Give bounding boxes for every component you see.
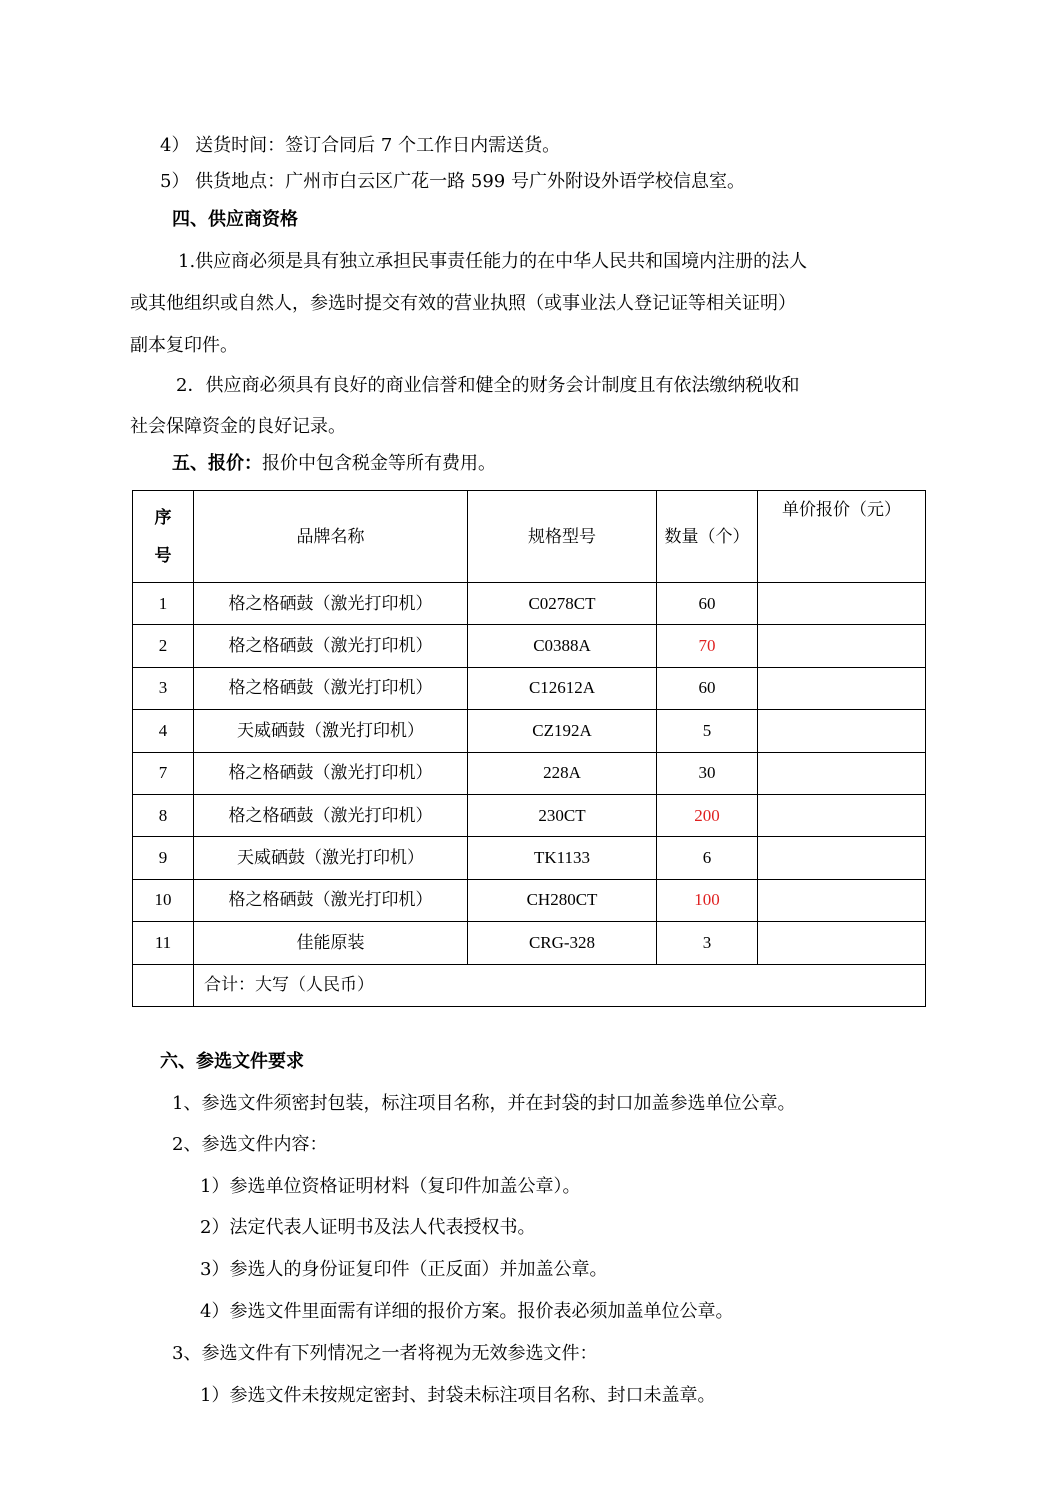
price-cell: [758, 710, 926, 752]
brand-cell: 天威硒鼓（激光打印机）: [194, 710, 468, 752]
price-cell: [758, 879, 926, 921]
header-model: 规格型号: [468, 491, 657, 583]
price-cell: [758, 922, 926, 964]
table-row: [133, 837, 926, 879]
model-cell: C0388A: [468, 625, 657, 667]
requirement-2-4: 4）参选文件里面需有详细的报价方案。报价表必须加盖单位公章。: [200, 1301, 734, 1322]
brand-cell: 格之格硒鼓（激光打印机）: [194, 667, 468, 709]
model-cell: C0278CT: [468, 583, 657, 625]
model-cell: TK1133: [468, 837, 657, 879]
qty-cell: 100: [657, 879, 758, 921]
model-cell: C12612A: [468, 667, 657, 709]
total-label: 合计：大写（人民币）: [194, 964, 926, 1006]
qualification-1-line-2: 或其他组织或自然人，参选时提交有效的营业执照（或事业法人登记证等相关证明）: [130, 293, 796, 314]
qty-cell: 5: [657, 710, 758, 752]
seq-cell: 9: [133, 837, 194, 879]
header-seq: 序号: [133, 491, 194, 583]
qty-cell: 30: [657, 752, 758, 794]
section-4-heading: 四、供应商资格: [172, 209, 298, 230]
qualification-2-line-1: 2．供应商必须具有良好的商业信誉和健全的财务会计制度且有依法缴纳税收和: [176, 375, 800, 396]
table-row: [133, 922, 926, 964]
qty-cell: 200: [657, 794, 758, 836]
model-cell: CRG-328: [468, 922, 657, 964]
section-5-heading: 五、报价：: [172, 453, 262, 474]
requirement-3: 3、参选文件有下列情况之一者将视为无效参选文件：: [172, 1343, 598, 1364]
brand-cell: 格之格硒鼓（激光打印机）: [194, 752, 468, 794]
qualification-1-line-3: 副本复印件。: [130, 335, 238, 356]
qty-cell: 60: [657, 667, 758, 709]
table-row: [133, 583, 926, 625]
seq-cell: 2: [133, 625, 194, 667]
delivery-time-line: 4） 送货时间：签订合同后 7 个工作日内需送货。: [160, 135, 561, 156]
section-5-text: 报价中包含税金等所有费用。: [262, 453, 496, 474]
price-cell: [758, 583, 926, 625]
delivery-location-line: 5） 供货地点：广州市白云区广花一路 599 号广外附设外语学校信息室。: [160, 171, 745, 192]
header-brand: 品牌名称: [194, 491, 468, 583]
seq-cell: 1: [133, 583, 194, 625]
seq-cell: 10: [133, 879, 194, 921]
requirement-1: 1、参选文件须密封包装，标注项目名称，并在封袋的封口加盖参选单位公章。: [172, 1093, 796, 1114]
table-header-row: [133, 491, 926, 583]
section-6-heading: 六、参选文件要求: [160, 1051, 304, 1072]
qty-cell: 6: [657, 837, 758, 879]
brand-cell: 天威硒鼓（激光打印机）: [194, 837, 468, 879]
seq-cell: 8: [133, 794, 194, 836]
brand-cell: 格之格硒鼓（激光打印机）: [194, 794, 468, 836]
price-cell: [758, 794, 926, 836]
model-cell: 228A: [468, 752, 657, 794]
total-seq-cell: [133, 964, 194, 1006]
qualification-1-line-1: 1.供应商必须是具有独立承担民事责任能力的在中华人民共和国境内注册的法人: [178, 251, 808, 272]
requirement-3-1: 1）参选文件未按规定密封、封袋未标注项目名称、封口未盖章。: [200, 1385, 716, 1406]
brand-cell: 佳能原装: [194, 922, 468, 964]
quote-table: [132, 490, 926, 1007]
section-5-line: [172, 452, 496, 476]
qty-cell: 60: [657, 583, 758, 625]
seq-cell: 4: [133, 710, 194, 752]
seq-cell: 11: [133, 922, 194, 964]
requirement-2-2: 2）法定代表人证明书及法人代表授权书。: [200, 1217, 536, 1238]
header-price: 单价报价（元）: [758, 491, 926, 583]
requirement-2: 2、参选文件内容：: [172, 1134, 328, 1155]
brand-cell: 格之格硒鼓（激光打印机）: [194, 583, 468, 625]
header-qty: 数量（个）: [657, 491, 758, 583]
requirement-2-3: 3）参选人的身份证复印件（正反面）并加盖公章。: [200, 1259, 608, 1280]
table-row: [133, 625, 926, 667]
price-cell: [758, 625, 926, 667]
table-row: [133, 794, 926, 836]
qty-cell: 70: [657, 625, 758, 667]
model-cell: CZ192A: [468, 710, 657, 752]
brand-cell: 格之格硒鼓（激光打印机）: [194, 625, 468, 667]
seq-cell: 3: [133, 667, 194, 709]
table-row: [133, 667, 926, 709]
price-cell: [758, 752, 926, 794]
model-cell: 230CT: [468, 794, 657, 836]
requirement-2-1: 1）参选单位资格证明材料（复印件加盖公章）。: [200, 1176, 581, 1197]
qualification-2-line-2: 社会保障资金的良好记录。: [130, 416, 346, 437]
price-cell: [758, 837, 926, 879]
table-row: [133, 710, 926, 752]
total-row: [133, 964, 926, 1006]
model-cell: CH280CT: [468, 879, 657, 921]
qty-cell: 3: [657, 922, 758, 964]
table-row: [133, 752, 926, 794]
seq-cell: 7: [133, 752, 194, 794]
table-row: [133, 879, 926, 921]
price-cell: [758, 667, 926, 709]
brand-cell: 格之格硒鼓（激光打印机）: [194, 879, 468, 921]
